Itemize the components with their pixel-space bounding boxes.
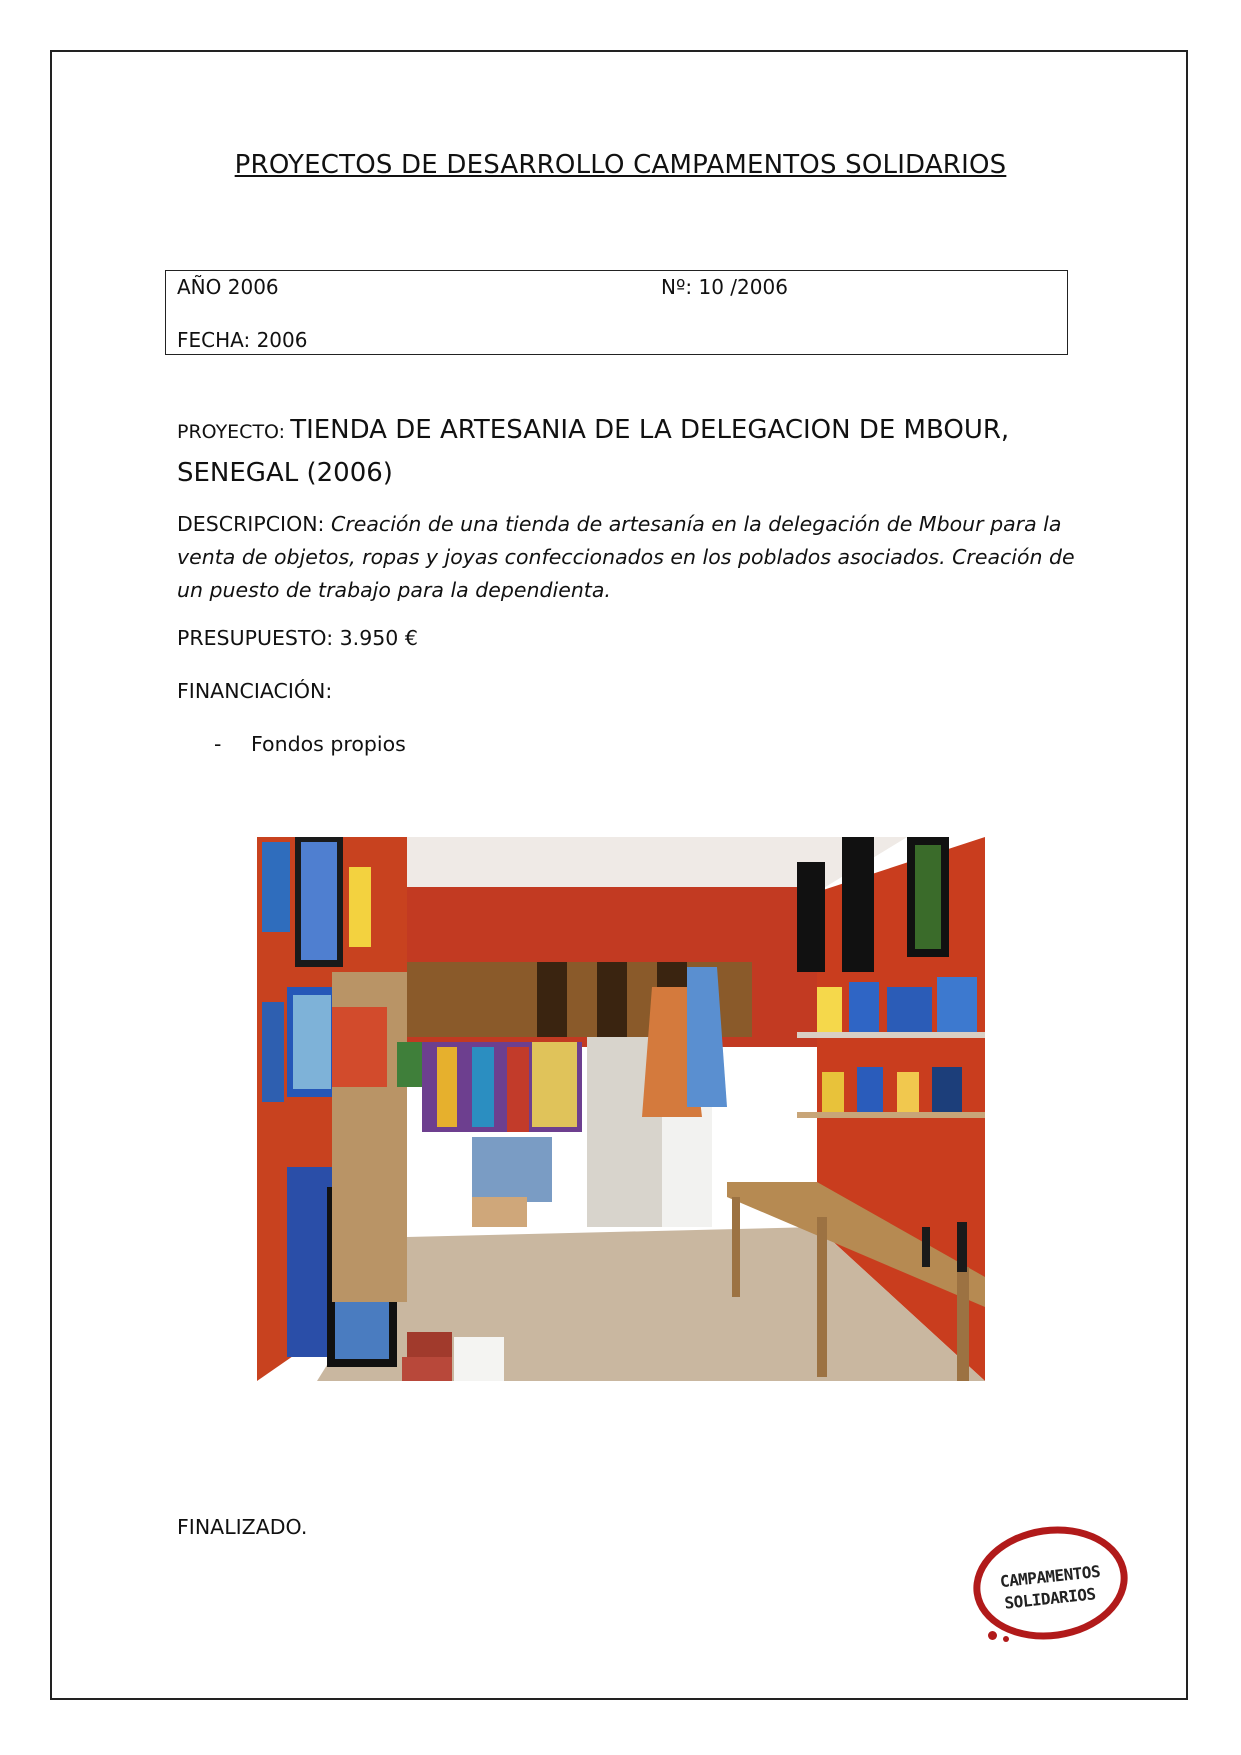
description-label: DESCRIPCION:: [177, 512, 325, 536]
page-title: PROYECTOS DE DESARROLLO CAMPAMENTOS SOLIDARIOS: [234, 150, 1007, 180]
info-box: [165, 270, 1068, 355]
campamentos-solidarios-logo: [965, 1525, 1135, 1650]
description-section: [177, 508, 1082, 607]
logo-dot: [988, 1631, 997, 1640]
funding-item-text: Fondos propios: [251, 732, 406, 756]
logo-text-line2: SOLIDARIOS: [1003, 1584, 1097, 1613]
date-field: FECHA: 2006: [177, 328, 308, 352]
logo-dot: [1003, 1636, 1009, 1642]
number-field: Nº: 10 /2006: [661, 275, 788, 299]
project-name: TIENDA DE ARTESANIA DE LA DELEGACION DE MBOUR, SENEGAL (2006): [177, 415, 1010, 488]
logo-text-line1: CAMPAMENTOS: [999, 1561, 1101, 1592]
funding-item: [214, 732, 406, 756]
budget: PRESUPUESTO: 3.950 €: [177, 626, 418, 650]
project-label: PROYECTO:: [177, 421, 286, 443]
bullet-dash: -: [214, 732, 222, 756]
description-text: Creación de una tienda de artesanía en la delegación de Mbour para la venta de objetos, ropas y joyas confeccionados en los poblados asociados. Creación de un puesto de trabajo para la dependienta.: [177, 512, 1075, 602]
project-section: [177, 410, 1077, 496]
status-text: FINALIZADO.: [177, 1515, 308, 1539]
shop-photo: [257, 837, 985, 1381]
funding-label: FINANCIACIÓN:: [177, 679, 333, 703]
year-field: AÑO 2006: [177, 275, 279, 299]
